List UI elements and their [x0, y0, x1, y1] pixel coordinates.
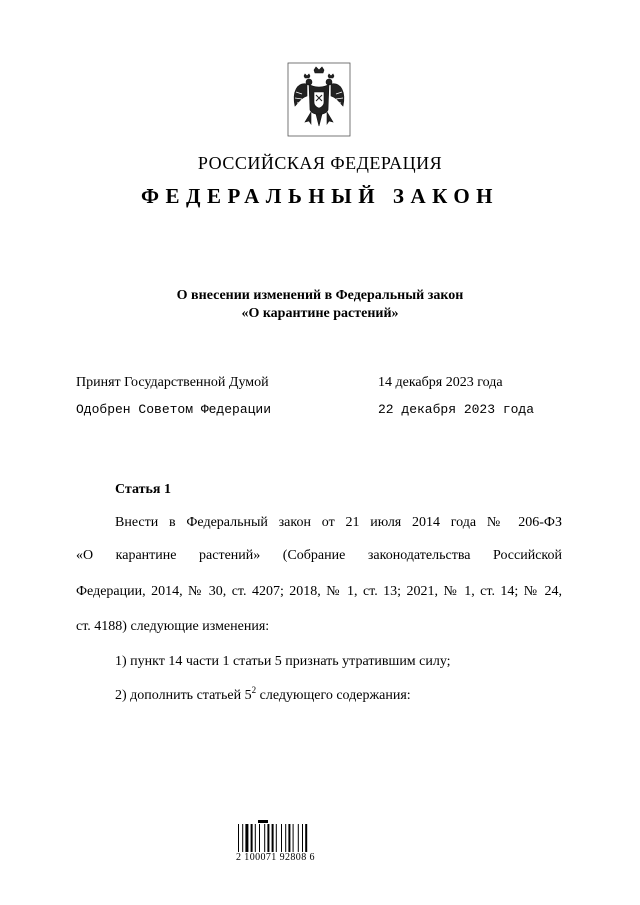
- law-title-line-1: О внесении изменений в Федеральный закон: [176, 288, 464, 303]
- approved-by-council-label: Одобрен Советом Федерации: [76, 402, 272, 417]
- amendment-item-2: [115, 685, 411, 704]
- article-text-line-2: «О карантине растений» (Собрание законодательства Российской: [76, 548, 562, 563]
- article-text-line-4: ст. 4188) следующие изменения:: [76, 619, 270, 634]
- amendment-item-2-superscript: 2: [251, 685, 257, 695]
- russian-coat-of-arms-icon: [287, 62, 351, 137]
- document-type: ФЕДЕРАЛЬНЫЙ ЗАКОН: [141, 184, 499, 208]
- adopted-by-duma-date: 14 декабря 2023 года: [378, 375, 503, 390]
- law-title-line-2: «О карантине растений»: [241, 306, 399, 321]
- article-text-line-1: Внести в Федеральный закон от 21 июля 2014 года № 206-ФЗ: [115, 515, 562, 530]
- amendment-item-2-suffix: следующего содержания:: [256, 688, 411, 703]
- barcode: [236, 820, 322, 853]
- country-name: РОССИЙСКАЯ ФЕДЕРАЦИЯ: [197, 153, 443, 173]
- barcode-number: 2 100071 92808 6: [236, 852, 315, 863]
- amendment-item-1: 1) пункт 14 части 1 статьи 5 признать утратившим силу;: [115, 654, 451, 669]
- adopted-by-duma-label: Принят Государственной Думой: [76, 375, 269, 390]
- amendment-item-2-prefix: 2) дополнить статьей 5: [115, 688, 252, 703]
- article-text-line-3: Федерации, 2014, № 30, ст. 4207; 2018, № 1, ст. 13; 2021, № 1, ст. 14; № 24,: [76, 584, 562, 599]
- article-heading: Статья 1: [115, 482, 171, 497]
- law-title: [0, 287, 640, 323]
- approved-by-council-date: 22 декабря 2023 года: [378, 402, 535, 417]
